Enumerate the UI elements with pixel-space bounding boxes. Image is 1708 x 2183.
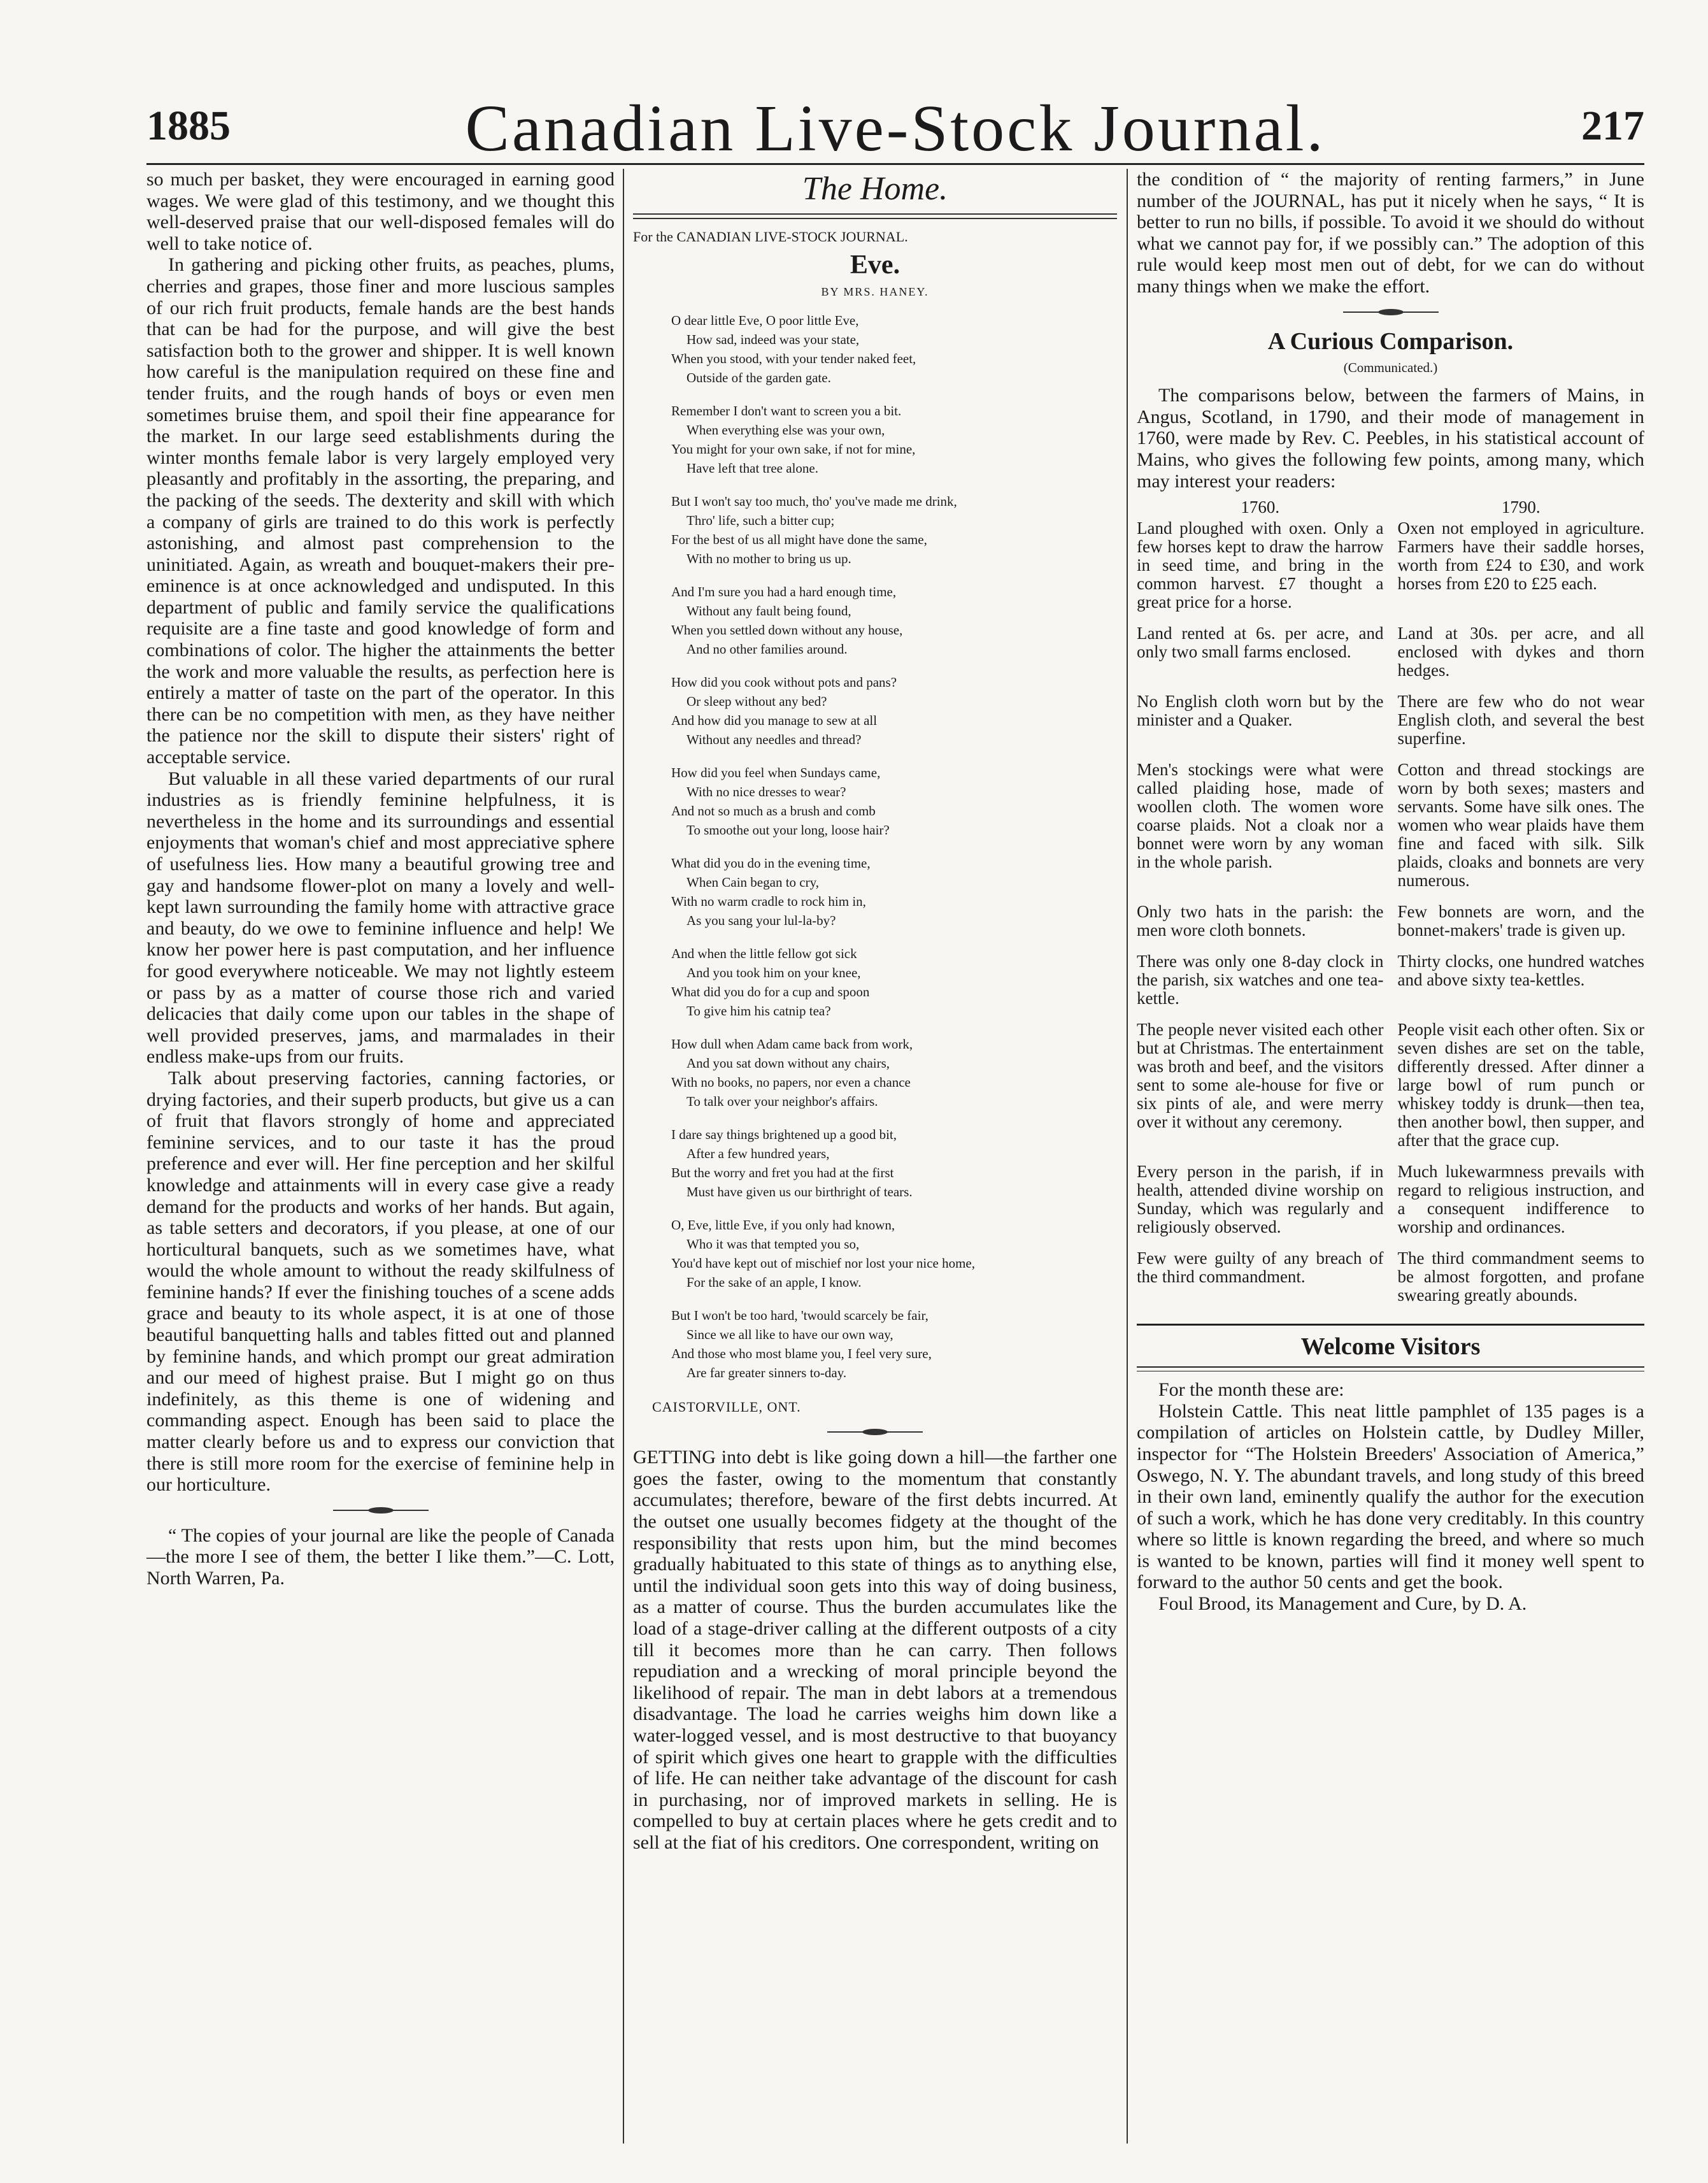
poem-line: Must have given us our birthright of tears. (687, 1184, 913, 1199)
poem-line: Have left that tree alone. (687, 460, 818, 476)
column-1 (146, 169, 615, 2144)
comparison-cell-1790: People visit each other often. Six or seven dishes are set on the table, differently dressed. After dinner a large bowl of rum punch or whiskey toddy is drunk—then tea, then another bowl, then supper, and after that the grace cup. (1397, 1020, 1644, 1150)
poem-line: When Cain began to cry, (687, 874, 819, 890)
poem-line: And I'm sure you had a hard enough time, (671, 583, 897, 599)
poem-line: How dull when Adam came back from work, (671, 1036, 913, 1052)
ornamental-divider (333, 1510, 429, 1511)
comparison-cell-1760: Land rented at 6s. per acre, and only two small farms enclosed. (1137, 624, 1384, 662)
poem-line: How sad, indeed was your state, (687, 331, 860, 347)
poem-line: After a few hundred years, (687, 1145, 830, 1161)
poem-stanza (671, 1215, 1117, 1292)
continuation-paragraph: the condition of “ the majority of renting farmers,” in June number of the JOURNAL, has put it nicely when he says, “ It is better to run no bills, if possible. To avoid it we should do without what we cannot pay for, if we possibly can.” The adoption of this rule would keep most men out of debt, for we can do without many things when we make the effort. (1137, 169, 1644, 297)
reader-quote: “ The copies of your journal are like the people of Canada—the more I see of them, the better I like them.”—C. Lott, North Warren, Pa. (146, 1524, 615, 1589)
poem-line: How did you cook without pots and pans? (671, 674, 897, 690)
poem-title: Eve. (850, 250, 900, 280)
poem-line: But I won't say too much, tho' you've made me drink, (671, 493, 957, 509)
poem-line: Who it was that tempted you so, (687, 1236, 860, 1252)
comparison-cell-1790: Cotton and thread stockings are worn by both sexes; masters and servants. Some have silk ones. The women who wear plaids have them fine and faced with silk. Silk plaids, cloaks and bonnets are very numerous. (1397, 760, 1644, 891)
poem-line: To give him his catnip tea? (687, 1003, 831, 1019)
poem-line: You'd have kept out of mischief nor lost your nice home, (671, 1255, 975, 1271)
column-3 (1137, 169, 1644, 2144)
comparison-cell-1790: Much lukewarmness prevails with regard to religious instruction, and a consequent indifference to worship and ordinances. (1397, 1162, 1644, 1237)
paragraph: But valuable in all these varied departments of our rural industries as is friendly feminine helpfulness, it is nevertheless in the home and its surroundings and essential enjoyments that woman's chief and most appreciative sphere of usefulness lies. How many a beautiful growing tree and gay and handsome flower-plot on many a lovely and well-kept lawn surrounding the family home with attractive grace and beauty, do we owe to feminine influence and help! We know her power here is past computation, and her influence for good everywhere noticeable. We may not lightly esteem or pass by as a matter of course those rich and varied delicacies that daily come upon our tables in the shape of well provided preserves, jams, and marmalades in their endless make-ups from our fruits. (146, 768, 615, 1068)
double-rule (1137, 1366, 1644, 1371)
section-heading-home: The Home. (802, 171, 948, 207)
comparison-cell-1760: Every person in the parish, if in health, attended divine worship on Sunday, which was regularly and religiously observed. (1137, 1162, 1384, 1237)
paragraph: In gathering and picking other fruits, as peaches, plums, cherries and grapes, those finer and more luscious samples of our rich fruit products, female hands are the best hands that can be had for the purpose, and will give the best satisfaction both to the grower and shipper. It is well known how careful is the manipulation required on these fine and tender fruits, and the rough hands of boys or even men sometimes bruise them, and spoil their fine appearance for the market. In our large seed establishments during the winter months female labor is very largely employed very pleasantly and profitably in the assorting, the preparing, and the packing of the seeds. The dexterity and skill with which a company of girls are trained to do this work is perfectly astonishing, and almost past comprehension to the uninitiated. Again, as wreath and bouquet-makers their pre-eminence is at once acknowledged and undisputed. In this department of public and family service the qualifications requisite are a fine taste and good knowledge of form and combinations of color. The higher the attainments the better the work and more valuable the results, as perfection here is entirely a matter of taste on the part of the operator. In this there can be no competition with men, as they have neither the patience nor the skill to dispute their sisters' right of acceptable service. (146, 254, 615, 768)
poem-stanza (671, 763, 1117, 840)
poem-byline: BY MRS. HANEY. (821, 285, 929, 298)
poem-line: And you took him on your knee, (687, 964, 861, 980)
poem-line: O dear little Eve, O poor little Eve, (671, 312, 859, 328)
poem-line: Since we all like to have our own way, (687, 1326, 893, 1342)
comparison-cell-1790: The third commandment seems to be almost forgotten, and profane swearing greatly abounds. (1397, 1249, 1644, 1305)
poem-line: And when the little fellow got sick (671, 945, 857, 961)
comparison-cell-1790: Oxen not employed in agriculture. Farmers have their saddle horses, worth from £24 to £30, and work horses from £20 to £25 each. (1397, 519, 1644, 594)
poem-line: But I won't be too hard, 'twould scarcely be fair, (671, 1307, 929, 1323)
poem-line: For the best of us all might have done the same, (671, 531, 927, 547)
ornamental-divider (827, 1431, 923, 1433)
poem-stanzas (633, 311, 1117, 1382)
poem-stanza (671, 1306, 1117, 1382)
comparison-cell-1790: Thirty clocks, one hundred watches and above sixty tea-kettles. (1397, 952, 1644, 990)
poem-stanza (671, 673, 1117, 749)
poem-line: You might for your own sake, if not for mine, (671, 441, 916, 457)
poem-line: To smoothe out your long, loose hair? (687, 822, 890, 838)
poem-line: And not so much as a brush and comb (671, 803, 876, 819)
poem-line: How did you feel when Sundays came, (671, 764, 881, 780)
journal-title: Canadian Live-Stock Journal. (465, 92, 1326, 165)
comparison-cell-1760: Men's stockings were what were called plaiding hose, made of woollen cloth. The women wore coarse plaids. Not a cloak nor a bonnet were worn by any woman in the whole parish. (1137, 760, 1384, 872)
poem-line: To talk over your neighbor's affairs. (687, 1093, 878, 1109)
for-line: For the CANADIAN LIVE-STOCK JOURNAL. (633, 229, 908, 245)
poem-line: Remember I don't want to screen you a bit. (671, 403, 902, 419)
poem-line: O, Eve, little Eve, if you only had known, (671, 1217, 895, 1233)
section-rule (1137, 1324, 1644, 1326)
poem-line: I dare say things brightened up a good bit, (671, 1126, 897, 1142)
poem-stanza (671, 401, 1117, 478)
comparison-subheading: (Communicated.) (1343, 359, 1438, 375)
visitors-heading: Welcome Visitors (1300, 1333, 1481, 1361)
double-rule (633, 213, 1117, 219)
issue-year: 1885 (146, 103, 231, 149)
poem-stanza (671, 944, 1117, 1020)
comparison-cell-1760: There was only one 8-day clock in the parish, six watches and one tea-kettle. (1137, 952, 1384, 1008)
poem-stanza (671, 582, 1117, 659)
poem-line: With no books, no papers, nor even a chance (671, 1074, 911, 1090)
comparison-cell-1760: Few were guilty of any breach of the third commandment. (1137, 1249, 1384, 1287)
poem-line: Or sleep without any bed? (687, 693, 827, 709)
page-number: 217 (1581, 103, 1644, 149)
poem-line: For the sake of an apple, I know. (687, 1274, 862, 1290)
poem-line: And you sat down without any chairs, (687, 1055, 890, 1071)
visitors-intro: For the month these are: (1158, 1379, 1344, 1401)
column-divider (1127, 169, 1128, 2144)
poem-place: CAISTORVILLE, ONT. (652, 1398, 801, 1415)
poem-line: What did you do in the evening time, (671, 855, 871, 871)
column-2 (633, 169, 1117, 2144)
comparison-cell-1790: Land at 30s. per acre, and all enclosed with dykes and thorn hedges. (1397, 624, 1644, 680)
paragraph: so much per basket, they were encouraged in earning good wages. We were glad of this testimony, and we thought this well-deserved praise that our well-disposed females will do well to take notice of. (146, 169, 615, 254)
poem-line: With no nice dresses to wear? (687, 784, 846, 799)
poem-line: Without any fault being found, (687, 603, 851, 619)
poem-line: Thro' life, such a bitter cup; (687, 512, 835, 528)
poem-stanza (671, 854, 1117, 930)
poem-line: And no other families around. (687, 641, 848, 657)
poem-line: And how did you manage to sew at all (671, 712, 878, 728)
poem-line: What did you do for a cup and spoon (671, 984, 870, 999)
comparison-cell-1760: Only two hats in the parish: the men wore cloth bonnets. (1137, 902, 1384, 940)
poem-stanza (671, 492, 1117, 568)
masthead (146, 92, 1644, 178)
comparison-cell-1790: There are few who do not wear English cloth, and several the best superfine. (1397, 692, 1644, 748)
comparison-heading: A Curious Comparison. (1267, 327, 1514, 355)
column-divider (623, 169, 624, 2144)
poem-line: When everything else was your own, (687, 422, 885, 438)
ornamental-divider (1343, 311, 1439, 313)
comparison-table (1137, 498, 1644, 1317)
poem-line: With no warm cradle to rock him in, (671, 893, 866, 909)
poem-line: With no mother to bring us up. (687, 550, 851, 566)
debt-paragraph: GETTING into debt is like going down a hill—the farther one goes the faster, owing to the momentum that constantly accumulates; therefore, beware of the first debts incurred. At the outset one usually becomes fidgety at the thought of the responsibility that rests upon him, but the mind becomes gradually habituated to this state of things as to anything else, until the individual soon gets into this way of doing business, as a matter of course. Thus the burden accumulates like the load of a stage-driver calling at the different outposts of a city till it becomes more than he can carry. Then follows repudiation and a wrecking of moral principle beyond the likelihood of repair. The man in debt labors at a tremendous disadvantage. The load he carries weighs him down like a water-logged vessel, and is most destructive to that buoyancy of spirit which gives one heart to grapple with the difficulties of life. He can neither take advantage of the discount for cash in purchasing, nor of improved markets in selling. He is compelled to buy at certain places where he gets credit and to sell at the fiat of his creditors. One correspondent, writing on (633, 1447, 1117, 1853)
poem-stanza (671, 1125, 1117, 1201)
comparison-cell-1790: Few bonnets are worn, and the bonnet-makers' trade is given up. (1397, 902, 1644, 940)
comparison-cell-1760: Land ploughed with oxen. Only a few horses kept to draw the harrow in seed time, and bring in the common harvest. £7 thought a great price for a horse. (1137, 519, 1384, 612)
poem-line: And those who most blame you, I feel very sure, (671, 1345, 932, 1361)
comparison-cell-1760: The people never visited each other but at Christmas. The entertainment was broth and beef, and the visitors sent to some ale-house for five or six pints of ale, and were merry over it without any ceremony. (1137, 1020, 1384, 1132)
poem-line: When you stood, with your tender naked feet, (671, 350, 916, 366)
columns (146, 169, 1644, 2150)
poem-line: Outside of the garden gate. (687, 369, 831, 385)
foul-brood-line: Foul Brood, its Management and Cure, by D. A. (1158, 1593, 1527, 1615)
masthead-rule (146, 163, 1644, 165)
poem-stanza (671, 311, 1117, 387)
year-header-1760: 1760. (1241, 497, 1280, 517)
comparison-intro: The comparisons below, between the farmers of Mains, in Angus, Scotland, in 1790, and their mode of management in 1760, were made by Rev. C. Peebles, in his statistical account of Mains, who gives the following few points, among many, which may interest your readers: (1137, 385, 1644, 492)
paragraph: Talk about preserving factories, canning factories, or drying factories, and their superb products, but give us a can of fruit that flavors strongly of home and appreciated feminine services, and to our taste it has the proud preference and ever will. Her fine perception and her skilful knowledge and attainments will in every case give a ready demand for the products and works of her hands. But again, as table setters and decorators, if you please, at one of our horticultural banquets, such as we sometimes have, what would the whole amount to without the ready skilfulness of feminine hands? If ever the finishing touches of a scene adds grace and beauty to its whole aspect, it is at one of those beautiful banquetting halls and tables fitted out and planned by feminine hands, and which prompt our great admiration and our meed of highest praise. But I might go on thus indefinitely, as this theme is one of widening and commanding aspect. Enough has been said to place the matter clearly before us and to express our conviction that there is still more room for the exercise of feminine help in our horticulture. (146, 1067, 615, 1496)
visitors-paragraph: Holstein Cattle. This neat little pamphlet of 135 pages is a compilation of articles on Holstein cattle, by Dudley Miller, inspector for “The Holstein Breeders' Association of America,” Oswego, N. Y. The abundant travels, and long study of this breed in their own land, eminently qualify the author for the execution of such a work, which he has done very creditably. In this country where so little is known regarding the breed, and where so much is wanted to be known, parties will find it money well spent to forward to the author 50 cents and get the book. (1137, 1400, 1644, 1593)
poem-line: Without any needles and thread? (687, 731, 862, 747)
poem-line: As you sang your lul-la-by? (687, 912, 836, 928)
poem-line: But the worry and fret you had at the first (671, 1164, 894, 1180)
poem-stanza (671, 1034, 1117, 1111)
poem-line: When you settled down without any house, (671, 622, 903, 638)
year-header-1790: 1790. (1501, 497, 1541, 517)
poem-line: Are far greater sinners to-day. (687, 1364, 847, 1380)
comparison-cell-1760: No English cloth worn but by the minister and a Quaker. (1137, 692, 1384, 730)
